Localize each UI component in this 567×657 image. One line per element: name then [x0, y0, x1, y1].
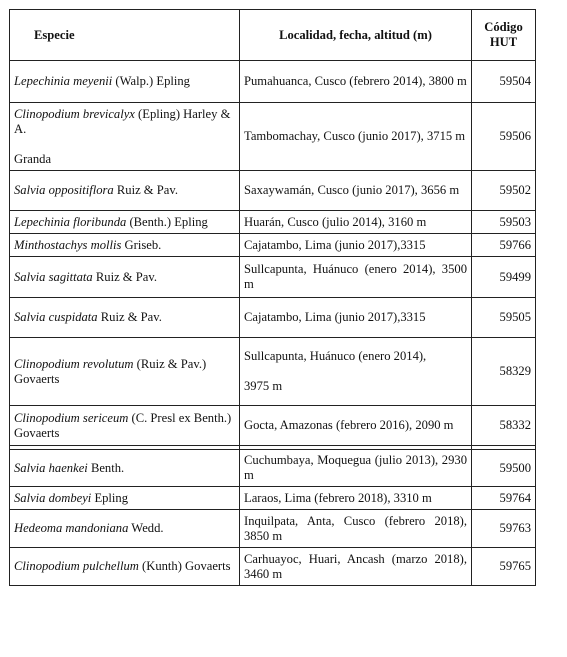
- species-cell: [10, 211, 240, 234]
- species-cell: [10, 450, 240, 487]
- header-row: [10, 10, 536, 61]
- species-name: Salvia dombeyi: [14, 490, 92, 505]
- table-row: [10, 211, 536, 234]
- species-author: (Walp.) Epling: [112, 74, 190, 88]
- species-cell: [10, 510, 240, 548]
- species-cell: [10, 338, 240, 406]
- species-name: Clinopodium revolutum: [14, 356, 134, 371]
- species-table: [9, 9, 536, 586]
- table-row: [10, 234, 536, 257]
- locality-cell: Sullcapunta, Huánuco (enero 2014), 3500 m: [240, 257, 472, 298]
- species-name: Clinopodium sericeum: [14, 410, 129, 425]
- header-code: [472, 10, 536, 61]
- species-author: Ruiz & Pav.: [97, 310, 162, 324]
- table-row: [10, 338, 536, 406]
- species-author: Wedd.: [128, 521, 164, 535]
- table-row: [10, 103, 536, 171]
- locality-cell: Cajatambo, Lima (junio 2017),3315: [240, 298, 472, 338]
- code-cell: 59506: [472, 103, 536, 171]
- locality-cell: Huarán, Cusco (julio 2014), 3160 m: [240, 211, 472, 234]
- species-name: Lepechinia floribunda: [14, 214, 127, 229]
- species-name: Salvia cuspidata: [14, 310, 98, 324]
- code-cell: 58332: [472, 406, 536, 446]
- species-author: (Kunth) Govaerts: [138, 559, 231, 573]
- locality-cell: Laraos, Lima (febrero 2018), 3310 m: [240, 487, 472, 510]
- header-species: Especie: [10, 10, 240, 61]
- locality-cell: Pumahuanca, Cusco (febrero 2014), 3800 m: [240, 61, 472, 103]
- species-name: Salvia sagittata: [14, 269, 93, 284]
- species-name: Clinopodium brevicalyx: [14, 106, 135, 121]
- code-cell: 59764: [472, 487, 536, 510]
- table-row: [10, 548, 536, 586]
- species-name: Hedeoma mandoniana: [14, 521, 129, 535]
- code-cell: 59499: [472, 257, 536, 298]
- header-code-line1: Código: [484, 20, 523, 34]
- species-name: Clinopodium pulchellum: [14, 559, 139, 573]
- locality-line2: 3975 m: [244, 379, 283, 393]
- header-locality: Localidad, fecha, altitud (m): [240, 10, 472, 61]
- species-author: Benth.: [87, 460, 125, 475]
- species-cell: [10, 103, 240, 171]
- species-cell: [10, 406, 240, 446]
- species-author: Griseb.: [121, 237, 162, 252]
- species-author: (Ruiz & Pav.) Govaerts: [14, 356, 207, 386]
- locality-cell: [240, 338, 472, 406]
- table-row: [10, 450, 536, 487]
- locality-cell: Carhuayoc, Huari, Ancash (marzo 2018), 3460 m: [240, 548, 472, 586]
- species-author: (Epling) Harley & A.: [14, 106, 231, 136]
- table-row: [10, 298, 536, 338]
- locality-cell: Tambomachay, Cusco (junio 2017), 3715 m: [240, 103, 472, 171]
- species-author: Ruiz & Pav.: [92, 269, 157, 284]
- species-author: (Benth.) Epling: [126, 214, 208, 229]
- species-name: Lepechinia meyenii: [14, 74, 113, 88]
- code-cell: 58329: [472, 338, 536, 406]
- species-name: Salvia haenkei: [14, 460, 88, 475]
- species-cell: [10, 548, 240, 586]
- species-cell: [10, 171, 240, 211]
- table-row: [10, 61, 536, 103]
- species-cell: [10, 487, 240, 510]
- locality-cell: Cuchumbaya, Moquegua (julio 2013), 2930 m: [240, 450, 472, 487]
- species-cell: [10, 257, 240, 298]
- species-author-cont: Granda: [14, 151, 52, 166]
- species-cell: [10, 61, 240, 103]
- code-cell: 59500: [472, 450, 536, 487]
- code-cell: 59763: [472, 510, 536, 548]
- locality-cell: Inquilpata, Anta, Cusco (febrero 2018), 3850 m: [240, 510, 472, 548]
- table-row: [10, 406, 536, 446]
- locality-cell: Saxaywamán, Cusco (junio 2017), 3656 m: [240, 171, 472, 211]
- table-row: [10, 257, 536, 298]
- code-cell: 59503: [472, 211, 536, 234]
- code-cell: 59766: [472, 234, 536, 257]
- locality-cell: Cajatambo, Lima (junio 2017),3315: [240, 234, 472, 257]
- table-row: [10, 510, 536, 548]
- code-cell: 59505: [472, 298, 536, 338]
- locality-cell: Gocta, Amazonas (febrero 2016), 2090 m: [240, 406, 472, 446]
- code-cell: 59502: [472, 171, 536, 211]
- header-code-line2: HUT: [489, 35, 518, 49]
- table-row: [10, 487, 536, 510]
- species-cell: [10, 234, 240, 257]
- code-cell: 59504: [472, 61, 536, 103]
- table-row: [10, 171, 536, 211]
- species-cell: [10, 298, 240, 338]
- species-author: Ruiz & Pav.: [113, 183, 178, 197]
- species-author: (C. Presl ex Benth.) Govaerts: [14, 410, 232, 440]
- code-cell: 59765: [472, 548, 536, 586]
- species-name: Minthostachys mollis: [14, 237, 122, 252]
- species-name: Salvia oppositiflora: [14, 183, 114, 197]
- species-author: Epling: [91, 490, 129, 505]
- locality-line1: Sullcapunta, Huánuco (enero 2014),: [244, 349, 427, 363]
